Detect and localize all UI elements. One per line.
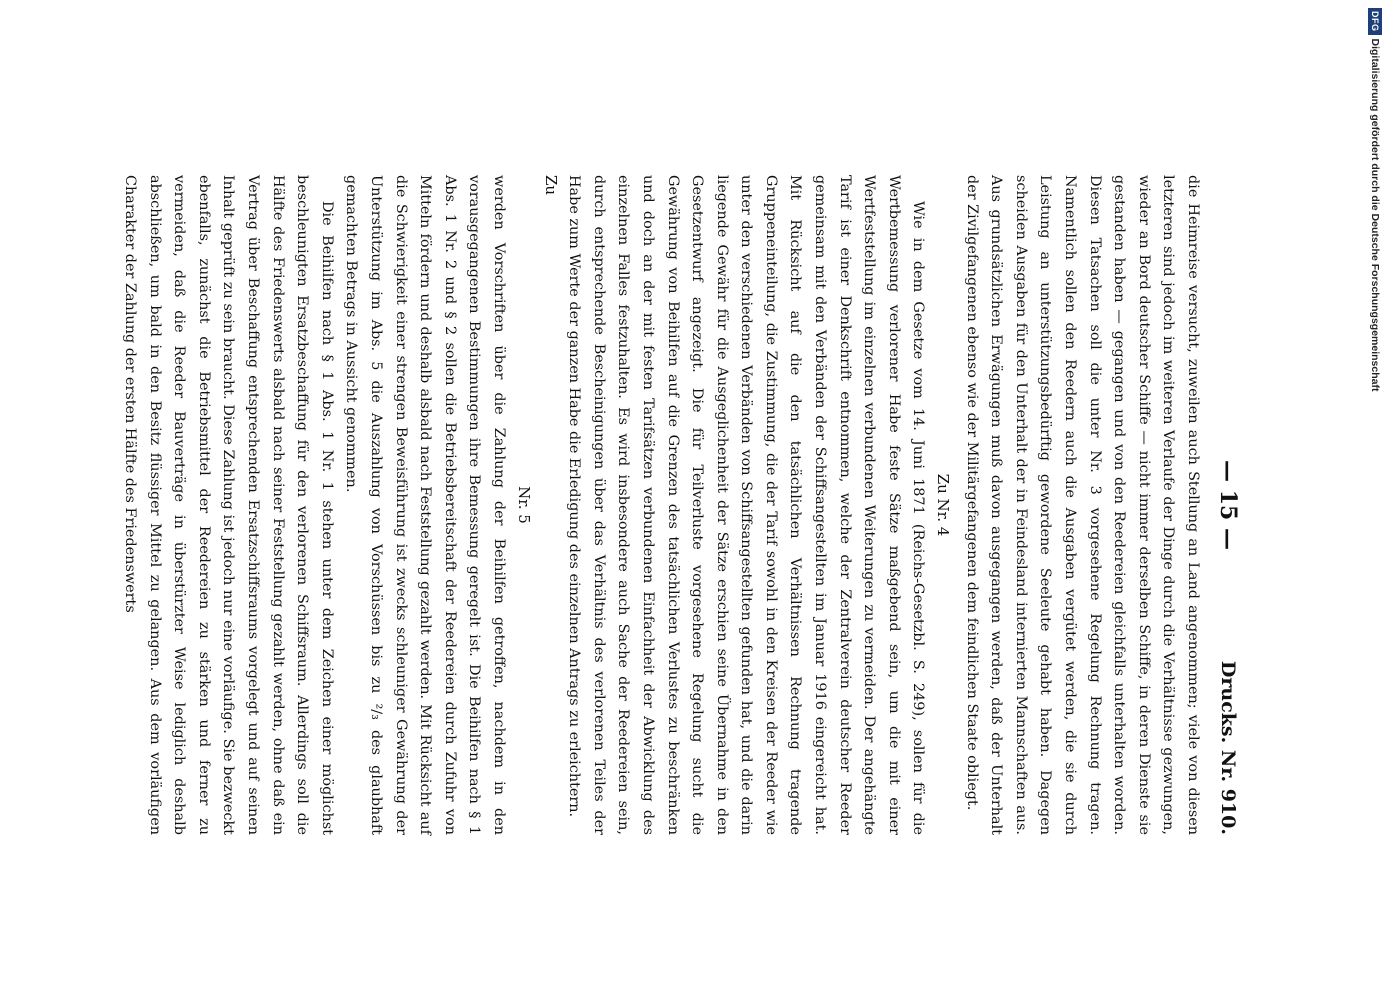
document-body [117, 175, 1205, 835]
section-heading-nr5: Nr. 5 [514, 486, 533, 524]
page-header [1205, 175, 1245, 835]
paragraph-heimreise: die Heimreise versucht, zuweilen auch Stellung an Land angenommen; viele von diesen letzteren sind jedoch im weiteren Verlaufe der Dinge durch die Verhältnisse gezwungen, wieder an Bord deutscher Schiffe — nicht immer derselben Schiffe, in deren Dienste sie gestanden haben — gegangen und von den Reedereien gleichfalls unterhalten worden. Diesen Tatsachen soll die unter Nr. 3 vorgesehene Regelung Rechnung tragen. Namentlich sollen den Reedern auch die Ausgaben vergütet werden, die sie durch Leistung an unterstützungsbedürftig gewordene Seeleute gehabt haben. Dagegen scheiden Ausgaben für den Unterhalt der in Feindesland internierten Mannschaften aus. Aus grundsätzlichen Erwägungen muß davon ausgegangen werden, daß der Unterhalt der Zivilgefangenen ebenso wie der Militärgefangenen dem feindlichen Staate obliegt. [963, 175, 1201, 835]
page-number: — 15 — [1215, 460, 1241, 550]
print-reference: Drucks. Nr. 910. [1217, 660, 1239, 835]
rotated-document-page [122, 175, 1245, 835]
paragraph-wertbemessung: Wie in dem Gesetze vom 14. Juni 1871 (Reichs-Gesetzbl. S. 249), sollen für die Wertbemessung verlorener Habe feste Sätze maßgebend sein, um die mit einer Wertfeststellung im einzelnen verbundenen Weiterungen zu vermeiden. Der angehängte Tarif ist einer Denkschrift entnommen, welche der Zentralverein deutscher Reeder gemeinsam mit den Verbänden der Schiffsangestellten im Januar 1916 eingereicht hat. Mit Rücksicht auf die den tatsächlichen Verhältnissen Rechnung tragende Gruppeneinteilung, die Zustimmung, die der Tarif sowohl in den Kreisen der Reeder wie unter den verschiedenen Verbänden von Schiffsangestellten gefunden hat, und die darin liegende Gewähr für die Ausgeglichenheit der Sätze erschien seine Übernahme in den Gesetzentwurf angezeigt. Die für Teilverluste vorgesehene Regelung sucht die Gewährung von Beihilfen auf die Grenzen des tatsächlichen Verlustes zu beschränken und doch an der mit festen Tarifsätzen verbundenen Einfachheit der Abwicklung des einzelnen Falles festzuhalten. Es wird insbesondere auch Sache der Reedereien sein, durch entsprechende Bescheinigungen über das Verhältnis des verlorenen Teiles der Habe zum Werte der ganzen Habe die Erledigung des einzelnen Antrags zu erleichtern. [566, 175, 927, 835]
dfg-logo: DFG [1368, 8, 1382, 35]
paragraph-ersatzbeschaffung: Die Beihilfen nach § 1 Abs. 1 Nr. 1 stehen unter dem Zeichen einer möglichst beschleunigten Ersatzbeschaffung für den verlorenen Schiffsraum. Allerdings soll die Hälfte des Friedenswerts alsbald nach seiner Feststellung gezahlt werden, ohne daß ein Vertrag über Beschaffung entsprechenden Ersatzschiffsraums vorgelegt und auf seinen Inhalt geprüft zu sein braucht. Diese Zahlung ist jedoch nur eine vorläufige. Sie bezweckt ebenfalls, zunächst die Betriebsmittel der Reedereien zu stärken und ferner zu vermeiden, daß die Reeder Bauverträge in überstürzter Weise lediglich deshalb abschließen, um bald in den Besitz flüssiger Mittel zu gelangen. Aus dem vorläufigen Charakter der Zahlung der ersten Hälfte des Friedenswerts [122, 175, 335, 835]
paragraph-zahlung: werden Vorschriften über die Zahlung der Beihilfen getroffen, nachdem in den vorausgegangenen Bestimmungen ihre Bemessung geregelt ist. Die Beihilfen nach § 1 Abs. 1 Nr. 2 und § 2 sollen die Betriebsbereitschaft der Reedereien durch Zufuhr von Mitteln fördern und deshalb alsbald nach Feststellung gezahlt werden. Mit Rücksicht auf die Schwierigkeit einer strengen Beweisführung ist zwecks schleuniger Gewährung der Unterstützung im Abs. 5 die Auszahlung von Vorschüssen bis zu ²/₃ des glaubhaft gemachten Betrags in Aussicht genommen. [343, 175, 507, 835]
credit-line [1366, 8, 1383, 998]
section-heading-nr4: Zu Nr. 4 [934, 473, 953, 537]
section-prefix-zu: Zu [541, 175, 560, 196]
digitization-credit [1366, 0, 1383, 1000]
credit-text: Digitalisierung gefördert durch die Deutsche Forschungsgemeinschaft [1369, 38, 1381, 392]
